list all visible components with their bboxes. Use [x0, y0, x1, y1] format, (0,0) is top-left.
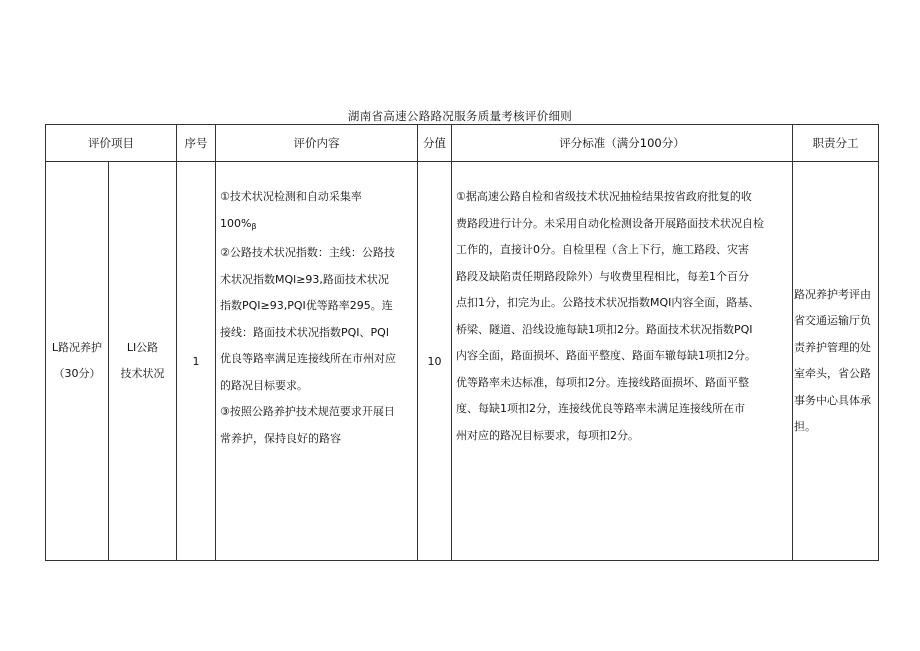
content-line: 的路况目标要求。: [220, 378, 308, 392]
content-line: 优良等路率满足连接线所在市州对应: [220, 352, 396, 365]
header-duty: 职责分工: [793, 125, 879, 162]
standard-line: 优等路率未达标准，每项扣2分。连接线路面损坏、路面平整: [456, 375, 749, 389]
header-item: 评价项目: [46, 125, 177, 162]
content-line: ①技术状况检测和自动采集率: [220, 190, 362, 203]
evaluation-table: [45, 124, 879, 561]
duty-line: 事务中心具体承: [794, 393, 871, 407]
duty-line: 室牵头，省公路: [794, 367, 871, 380]
table-row: [46, 162, 879, 561]
content-line: 指数PQI≥93,PQI优等路率295。连: [220, 299, 393, 312]
standard-line: ①据高速公路自检和省级技术状况抽检结果按省政府批复的收: [456, 190, 752, 203]
standard-line: 州对应的路况目标要求，每项扣2分。: [456, 428, 639, 442]
subcategory-cell: [109, 162, 177, 561]
content-line: $100\%_\beta$: [220, 216, 257, 231]
standard-line: 度、每缺1项扣2分，连接线优良等路率未满足连接线所在市: [456, 402, 745, 415]
duty-line: 责养护管理的处: [794, 340, 871, 354]
category-cell: [46, 162, 109, 561]
standard-line: 内容全面，路面损坏、路面平整度、路面车辙每缺1项扣2分。: [456, 349, 756, 362]
duty-line: 路况养护考评由: [794, 287, 871, 301]
document-title: 湖南省高速公路路况服务质量考核评价细则: [347, 109, 573, 123]
standard-line: 桥梁、隧道、沿线设施每缺1项扣2分。路面技术状况指数PQI: [456, 322, 753, 336]
row-number: 1: [177, 162, 216, 561]
content-line: ③按照公路养护技术规范要求开展日: [220, 405, 395, 418]
content-line: 术状况指数MQl≥93,路面技术状况: [220, 272, 389, 286]
standard-line: 工作的，直接计0分。自检里程（含上下行，施工路段、灾害: [456, 243, 749, 256]
standard-cell: [452, 162, 793, 561]
duty-line: 担。: [794, 420, 816, 433]
content-line: 常养护，保持良好的路容: [220, 431, 341, 445]
score-cell: 10: [418, 162, 452, 561]
content-line: ②公路技术状况指数：主线：公路技: [220, 246, 395, 259]
standard-line: 费路段进行计分。未采用自动化检测设备开展路面技术状况自检: [456, 216, 764, 230]
category-name: L路况养护: [51, 341, 103, 354]
header-content: 评价内容: [216, 125, 418, 162]
content-subscript: β: [251, 221, 257, 231]
standard-line: 路段及缺陷责任期路段除外）与收费里程相比，每差1个百分: [456, 269, 749, 283]
subcategory-line2: 技术状况: [120, 367, 165, 380]
category-score: （30分）: [53, 367, 101, 380]
subcategory-line1: LI公路: [126, 341, 159, 354]
content-cell: [216, 162, 418, 561]
duty-line: 省交通运输厅负: [794, 314, 871, 327]
standard-line: 点扣1分，扣完为止。公路技术状况指数MQI内容全面，路基、: [456, 296, 760, 309]
header-no: 序号: [177, 125, 216, 162]
header-standard: 评分标准（满分100分）: [452, 125, 793, 162]
header-row: [46, 125, 879, 162]
content-line: 接线：路面技术状况指数PQI、PQl: [220, 325, 389, 339]
duty-cell: [793, 162, 879, 561]
header-score: 分值: [418, 125, 452, 162]
